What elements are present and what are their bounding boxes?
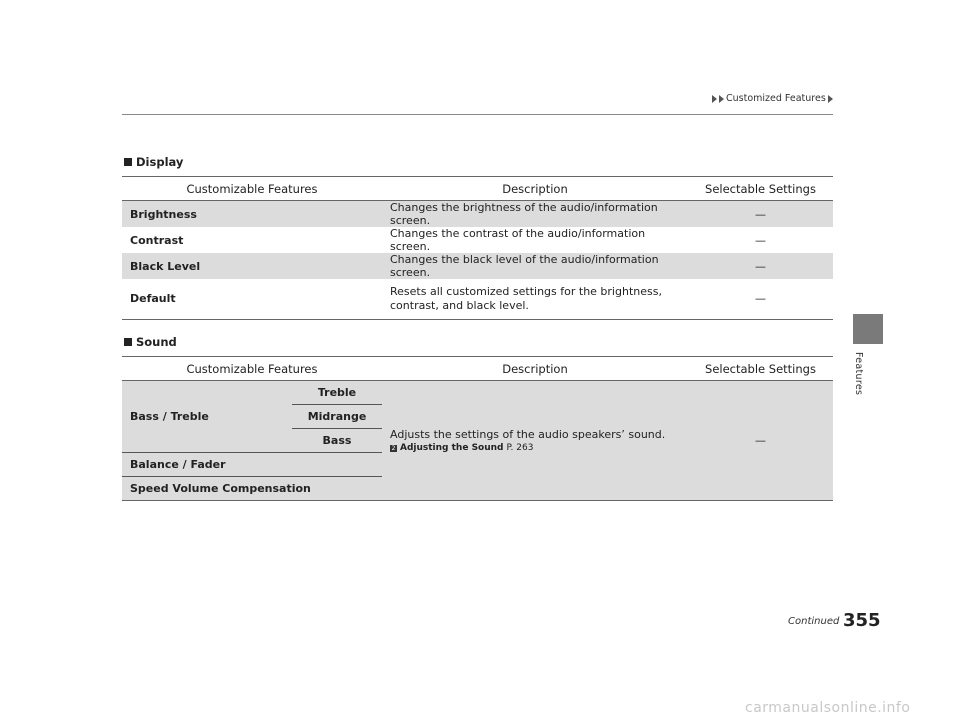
col-header: Description xyxy=(382,357,688,381)
feature-setting: — xyxy=(688,253,833,279)
table-row xyxy=(122,227,833,253)
chapter-label: Features xyxy=(853,352,864,396)
description-text: Adjusts the settings of the audio speakers’ sound. xyxy=(390,428,666,441)
col-header: Customizable Features xyxy=(122,177,382,201)
reference-page: P. 263 xyxy=(506,443,534,453)
col-header: Selectable Settings xyxy=(688,177,833,201)
continued-label: Continued xyxy=(788,616,840,627)
sound-section-title xyxy=(124,335,177,349)
cross-reference[interactable] xyxy=(390,443,680,453)
feature-setting: — xyxy=(688,201,833,228)
feature-description: Changes the black level of the audio/information screen. xyxy=(382,253,688,279)
description-line: contrast, and black level. xyxy=(390,298,529,312)
description-line: Resets all customized settings for the brightness, xyxy=(390,284,662,298)
feature-name: Balance / Fader xyxy=(122,453,382,477)
sound-title-text: Sound xyxy=(136,335,177,349)
feature-setting: — xyxy=(755,233,766,247)
breadcrumb-arrow-icon xyxy=(712,95,717,103)
breadcrumb-arrow-icon xyxy=(828,95,833,103)
section-bullet-icon xyxy=(124,338,132,346)
col-header: Selectable Settings xyxy=(688,357,833,381)
sub-feature-name: Bass xyxy=(292,429,382,453)
feature-name: Brightness xyxy=(122,201,382,228)
col-header: Description xyxy=(382,177,688,201)
table-row xyxy=(122,201,833,228)
feature-setting: — xyxy=(688,381,833,501)
reference-arrow-icon: 2 xyxy=(391,444,396,452)
col-header: Customizable Features xyxy=(122,357,382,381)
table-header xyxy=(122,177,833,201)
feature-name: Contrast xyxy=(130,233,184,247)
chapter-tab xyxy=(853,314,883,344)
sound-table xyxy=(122,356,833,501)
page-number: 355 xyxy=(843,610,881,631)
breadcrumb-arrow-icon xyxy=(719,95,724,103)
feature-description xyxy=(382,381,688,501)
section-bullet-icon xyxy=(124,158,132,166)
reference-title: Adjusting the Sound xyxy=(400,443,504,453)
feature-name: Black Level xyxy=(122,253,382,279)
feature-name: Default xyxy=(122,279,382,319)
display-section-title xyxy=(124,155,183,169)
table-row xyxy=(122,381,833,405)
sub-feature-name: Treble xyxy=(292,381,382,405)
feature-name: Speed Volume Compensation xyxy=(122,477,382,501)
display-title-text: Display xyxy=(136,155,184,169)
header-rule xyxy=(122,114,833,115)
feature-description: Changes the contrast of the audio/information screen. xyxy=(390,227,646,253)
feature-description: Changes the brightness of the audio/information screen. xyxy=(382,201,688,228)
feature-name: Bass / Treble xyxy=(122,381,292,453)
table-header xyxy=(122,357,833,381)
feature-description xyxy=(382,279,688,319)
sub-feature-name: Midrange xyxy=(292,405,382,429)
breadcrumb-label: Customized Features xyxy=(726,93,826,104)
table-row xyxy=(122,253,833,279)
feature-setting: — xyxy=(688,279,833,319)
display-table xyxy=(122,176,833,320)
breadcrumb xyxy=(712,93,833,104)
table-row xyxy=(122,279,833,319)
watermark: carmanualsonline.info xyxy=(745,700,911,716)
